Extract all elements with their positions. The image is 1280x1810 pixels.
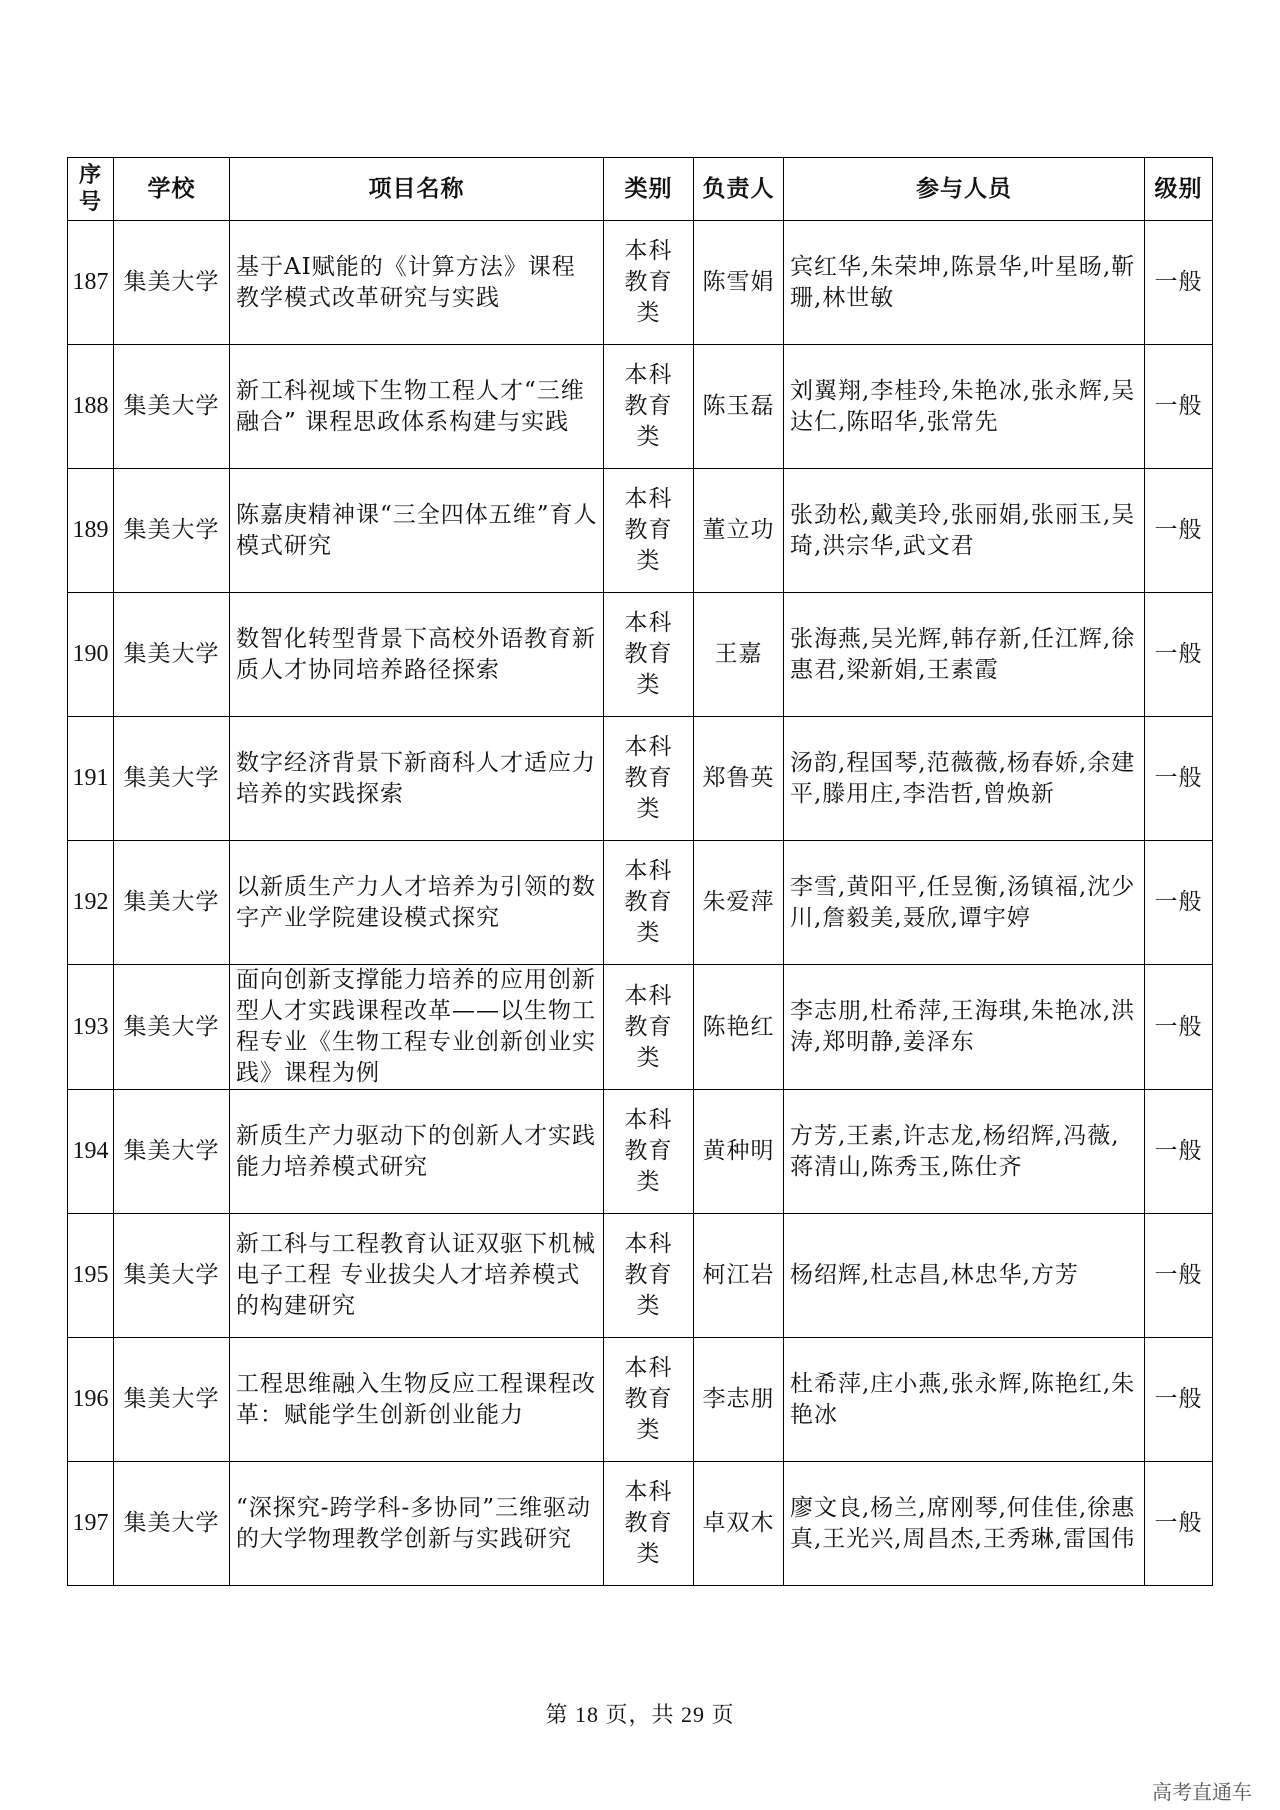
cell-project-name: 数智化转型背景下高校外语教育新质人才协同培养路径探索 xyxy=(230,593,604,717)
cell-level: 一般 xyxy=(1145,221,1213,345)
table-row xyxy=(68,345,1213,469)
cell-level: 一般 xyxy=(1145,717,1213,841)
cell-project-name: 数字经济背景下新商科人才适应力培养的实践探索 xyxy=(230,717,604,841)
cell-level: 一般 xyxy=(1145,1214,1213,1338)
cell-school: 集美大学 xyxy=(114,345,230,469)
cell-level: 一般 xyxy=(1145,841,1213,965)
watermark-text: 高考直通车 xyxy=(1152,1780,1252,1804)
cell-school: 集美大学 xyxy=(114,221,230,345)
cell-members: 杨绍辉,杜志昌,林忠华,方芳 xyxy=(784,1214,1145,1338)
cell-school: 集美大学 xyxy=(114,965,230,1090)
cell-project-name: 面向创新支撑能力培养的应用创新型人才实践课程改革——以生物工程专业《生物工程专业创新创业实践》课程为例 xyxy=(230,965,604,1090)
cell-leader: 郑鲁英 xyxy=(694,717,784,841)
cell-project-name: 基于AI赋能的《计算方法》课程教学模式改革研究与实践 xyxy=(230,221,604,345)
cell-leader: 董立功 xyxy=(694,469,784,593)
cell-leader: 李志朋 xyxy=(694,1338,784,1462)
cell-project-name: 新工科与工程教育认证双驱下机械电子工程 专业拔尖人才培养模式的构建研究 xyxy=(230,1214,604,1338)
table-row xyxy=(68,593,1213,717)
cell-school: 集美大学 xyxy=(114,1214,230,1338)
cell-category: 本科教育类 xyxy=(604,1462,694,1586)
cell-category: 本科教育类 xyxy=(604,221,694,345)
cell-level: 一般 xyxy=(1145,593,1213,717)
cell-no: 194 xyxy=(68,1090,114,1214)
cell-leader: 柯江岩 xyxy=(694,1214,784,1338)
table-row xyxy=(68,841,1213,965)
table-row xyxy=(68,965,1213,1090)
table-row xyxy=(68,469,1213,593)
cell-members: 杜希萍,庄小燕,张永辉,陈艳红,朱艳冰 xyxy=(784,1338,1145,1462)
cell-project-name: 以新质生产力人才培养为引领的数字产业学院建设模式探究 xyxy=(230,841,604,965)
cell-category: 本科教育类 xyxy=(604,1090,694,1214)
cell-category: 本科教育类 xyxy=(604,469,694,593)
cell-members: 宾红华,朱荣坤,陈景华,叶星旸,靳珊,林世敏 xyxy=(784,221,1145,345)
header-members: 参与人员 xyxy=(784,158,1145,221)
project-table-container xyxy=(67,157,1212,1586)
cell-leader: 陈玉磊 xyxy=(694,345,784,469)
cell-no: 196 xyxy=(68,1338,114,1462)
header-no: 序号 xyxy=(68,158,114,221)
cell-project-name: 新质生产力驱动下的创新人才实践能力培养模式研究 xyxy=(230,1090,604,1214)
table-row xyxy=(68,1090,1213,1214)
table-row xyxy=(68,221,1213,345)
cell-no: 195 xyxy=(68,1214,114,1338)
table-row xyxy=(68,1338,1213,1462)
cell-category: 本科教育类 xyxy=(604,593,694,717)
header-level: 级别 xyxy=(1145,158,1213,221)
cell-leader: 陈艳红 xyxy=(694,965,784,1090)
header-school: 学校 xyxy=(114,158,230,221)
cell-school: 集美大学 xyxy=(114,593,230,717)
cell-level: 一般 xyxy=(1145,1462,1213,1586)
table-header-row xyxy=(68,158,1213,221)
cell-level: 一般 xyxy=(1145,1338,1213,1462)
header-project: 项目名称 xyxy=(230,158,604,221)
header-leader: 负责人 xyxy=(694,158,784,221)
cell-category: 本科教育类 xyxy=(604,1214,694,1338)
cell-no: 189 xyxy=(68,469,114,593)
cell-level: 一般 xyxy=(1145,469,1213,593)
cell-category: 本科教育类 xyxy=(604,345,694,469)
cell-no: 187 xyxy=(68,221,114,345)
table-row xyxy=(68,1214,1213,1338)
cell-members: 张海燕,吴光辉,韩存新,任江辉,徐惠君,梁新娟,王素霞 xyxy=(784,593,1145,717)
cell-leader: 卓双木 xyxy=(694,1462,784,1586)
page-number: 第 18 页，共 29 页 xyxy=(545,1702,735,1727)
cell-project-name: 工程思维融入生物反应工程课程改革：赋能学生创新创业能力 xyxy=(230,1338,604,1462)
cell-level: 一般 xyxy=(1145,1090,1213,1214)
cell-school: 集美大学 xyxy=(114,469,230,593)
cell-level: 一般 xyxy=(1145,965,1213,1090)
cell-members: 方芳,王素,许志龙,杨绍辉,冯薇,蒋清山,陈秀玉,陈仕齐 xyxy=(784,1090,1145,1214)
cell-members: 张劲松,戴美玲,张丽娟,张丽玉,吴琦,洪宗华,武文君 xyxy=(784,469,1145,593)
cell-members: 李雪,黄阳平,任昱衡,汤镇福,沈少川,詹毅美,聂欣,谭宇婷 xyxy=(784,841,1145,965)
table-body xyxy=(68,221,1213,1586)
cell-project-name: 新工科视域下生物工程人才“三维融合” 课程思政体系构建与实践 xyxy=(230,345,604,469)
cell-members: 汤韵,程国琴,范薇薇,杨春娇,余建平,滕用庄,李浩哲,曾焕新 xyxy=(784,717,1145,841)
cell-members: 廖文良,杨兰,席刚琴,何佳佳,徐惠真,王光兴,周昌杰,王秀琳,雷国伟 xyxy=(784,1462,1145,1586)
cell-category: 本科教育类 xyxy=(604,841,694,965)
cell-no: 191 xyxy=(68,717,114,841)
table-row xyxy=(68,1462,1213,1586)
cell-category: 本科教育类 xyxy=(604,1338,694,1462)
cell-members: 刘翼翔,李桂玲,朱艳冰,张永辉,吴达仁,陈昭华,张常先 xyxy=(784,345,1145,469)
cell-no: 188 xyxy=(68,345,114,469)
cell-no: 197 xyxy=(68,1462,114,1586)
cell-school: 集美大学 xyxy=(114,1090,230,1214)
cell-no: 193 xyxy=(68,965,114,1090)
cell-category: 本科教育类 xyxy=(604,717,694,841)
cell-category: 本科教育类 xyxy=(604,965,694,1090)
cell-project-name: “深探究-跨学科-多协同”三维驱动的大学物理教学创新与实践研究 xyxy=(230,1462,604,1586)
table-row xyxy=(68,717,1213,841)
cell-members: 李志朋,杜希萍,王海琪,朱艳冰,洪涛,郑明静,姜泽东 xyxy=(784,965,1145,1090)
cell-school: 集美大学 xyxy=(114,1338,230,1462)
cell-school: 集美大学 xyxy=(114,717,230,841)
cell-leader: 黄种明 xyxy=(694,1090,784,1214)
cell-school: 集美大学 xyxy=(114,1462,230,1586)
project-table xyxy=(67,157,1213,1586)
cell-project-name: 陈嘉庚精神课“三全四体五维”育人模式研究 xyxy=(230,469,604,593)
cell-leader: 陈雪娟 xyxy=(694,221,784,345)
cell-no: 192 xyxy=(68,841,114,965)
cell-level: 一般 xyxy=(1145,345,1213,469)
cell-leader: 朱爱萍 xyxy=(694,841,784,965)
cell-no: 190 xyxy=(68,593,114,717)
header-category: 类别 xyxy=(604,158,694,221)
cell-school: 集美大学 xyxy=(114,841,230,965)
cell-leader: 王嘉 xyxy=(694,593,784,717)
